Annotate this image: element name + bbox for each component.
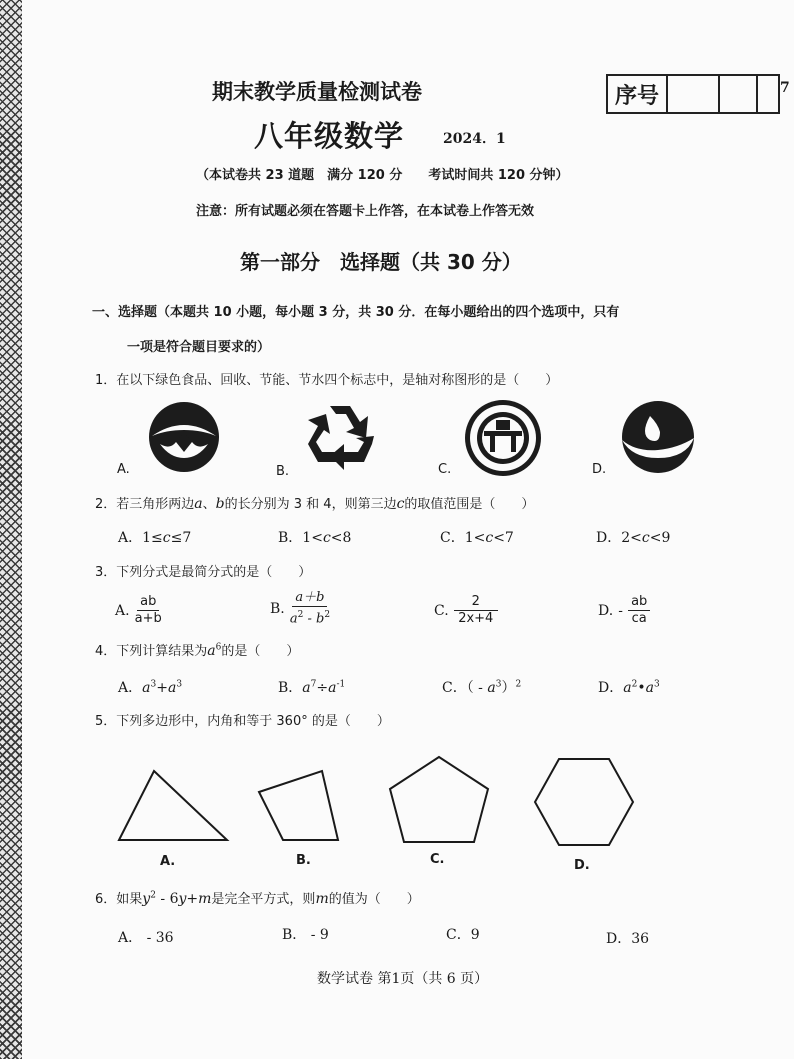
- q4-d-base1: a: [623, 680, 632, 696]
- q2-option-c-right: <7: [493, 530, 514, 546]
- q6-d-label: D．: [606, 931, 632, 947]
- q2-option-b-label: B．: [278, 530, 303, 546]
- sequence-cell-3: [756, 76, 778, 112]
- q2-stem-mid: 的长分别为 3 和 4，则第三边: [224, 497, 397, 512]
- q5-stem: 5．下列多边形中，内角和等于 360° 的是（ ）: [95, 714, 390, 729]
- q3-d-den: ca: [631, 611, 647, 626]
- q3-option-d: [598, 594, 650, 627]
- q1-label-b: B.: [276, 464, 290, 479]
- q2-option-b-left: 1<: [302, 530, 323, 546]
- q1-label-a: A.: [117, 462, 130, 477]
- q6-a-value: - 36: [142, 930, 174, 946]
- q3-b-den: [290, 607, 330, 627]
- quadrilateral-shape: [256, 768, 342, 844]
- q2-option-b: [278, 527, 351, 547]
- q4-a-base2: a: [167, 680, 177, 696]
- q3-b-num: a＋b: [292, 590, 327, 607]
- q1-stem: 1．在以下绿色食品、回收、节能、节水四个标志中，是轴对称图形的是（ ）: [95, 373, 559, 388]
- q2-option-c: [440, 527, 514, 547]
- q6-exp: 2: [150, 890, 156, 901]
- q4-c-pre: （ -: [466, 680, 488, 696]
- q4-b-op: ÷: [316, 680, 329, 696]
- q3-c-den: 2x+4: [458, 611, 494, 626]
- q2-option-c-left: 1<: [464, 530, 486, 546]
- q3-a-num: ab: [137, 594, 159, 611]
- q3-option-d-label: D.: [598, 603, 614, 619]
- q6-option-b: [282, 924, 329, 944]
- q4-b-base2: a: [328, 680, 337, 696]
- q4-option-b: [278, 677, 345, 697]
- q2-option-b-right: <8: [330, 530, 352, 546]
- q2-option-c-var: c: [485, 530, 494, 546]
- q6-option-a: [118, 927, 174, 947]
- q6-c-value: 9: [470, 927, 480, 943]
- subject-title: 八年级数学: [254, 119, 405, 153]
- sequence-number-box: [606, 74, 780, 114]
- q3-option-a: [115, 594, 162, 627]
- q6-a-label: A．: [118, 930, 143, 946]
- q6-plus: +: [186, 891, 199, 907]
- q4-c-label: C．: [442, 680, 467, 696]
- q2-option-b-var: c: [322, 530, 331, 546]
- q1-label-c: C.: [438, 462, 452, 477]
- q5-label-b: B.: [296, 853, 311, 868]
- q4-b-label: B．: [278, 680, 303, 696]
- q4-stem: [95, 640, 299, 659]
- q2-stem-post: 的取值范围是（ ）: [404, 497, 535, 512]
- q4-b-exp2: -1: [336, 679, 346, 690]
- exam-notice: 注意：所有试题必须在答题卡上作答，在本试卷上作答无效: [196, 204, 535, 219]
- q3-option-a-label: A.: [115, 603, 130, 619]
- q3-option-a-fraction: [135, 594, 162, 627]
- q6-option-c: [446, 924, 480, 944]
- page-footer: 数学试卷 第1页（共 6 页）: [317, 971, 489, 987]
- q3-a-den: a+b: [134, 611, 162, 626]
- q6-c-label: C．: [446, 927, 471, 943]
- q3-option-b-fraction: [290, 590, 330, 627]
- q4-option-c: [442, 677, 521, 697]
- q4-var-a: a: [207, 643, 216, 659]
- q4-option-a: [118, 677, 182, 697]
- q6-option-d: [606, 928, 649, 948]
- q4-d-label: D．: [598, 680, 624, 696]
- q5-label-a: A.: [160, 854, 176, 869]
- q4-a-base1: a: [142, 680, 151, 696]
- q3-option-d-fraction: [628, 594, 650, 627]
- q4-c-exp2: 2: [515, 679, 522, 690]
- q2-option-a-left: 1≤: [142, 530, 163, 546]
- q6-b-value: - 9: [306, 927, 329, 943]
- q2-option-d-var: c: [641, 530, 650, 546]
- q4-a-exp2: 3: [176, 679, 183, 690]
- q3-d-num: ab: [628, 594, 650, 611]
- q4-d-op: •: [637, 680, 646, 696]
- q2-option-a-var: c: [162, 530, 171, 546]
- q3-stem: 3．下列分式是最简分式的是（ ）: [95, 565, 312, 580]
- q4-stem-text: 4．下列计算结果为: [95, 644, 208, 659]
- q3-option-b-label: B.: [270, 601, 285, 618]
- q2-option-a: [118, 527, 191, 547]
- q4-d-base2: a: [645, 680, 654, 696]
- q3-c-num: 2: [454, 594, 498, 611]
- q6-var-m: m: [198, 891, 212, 907]
- sequence-cell-2: [718, 76, 756, 112]
- q6-stem-text: 6．如果: [95, 892, 143, 907]
- q2-stem-text: 2．若三角形两边: [95, 497, 195, 512]
- q4-b-base1: a: [302, 680, 311, 696]
- var-a: a: [194, 496, 203, 512]
- exam-date: 2024．1: [443, 131, 506, 147]
- q2-sep: 、: [202, 497, 216, 512]
- q3-option-b: [270, 590, 330, 627]
- q3-d-sign: -: [618, 604, 623, 619]
- q4-d-exp2: 3: [653, 679, 660, 690]
- q2-option-a-right: ≤7: [170, 530, 192, 546]
- q6-d-value: 36: [631, 931, 650, 947]
- q6-var-y: y: [142, 891, 151, 907]
- pentagon-shape: [386, 754, 492, 846]
- water-saving-logo-icon: [616, 400, 700, 474]
- q3-option-c: [434, 594, 498, 627]
- q6-var-m2: m: [315, 891, 329, 907]
- q3-b-den-a: a: [289, 611, 298, 627]
- sequence-label: 序号: [614, 83, 659, 109]
- q2-option-d-right: <9: [649, 530, 671, 546]
- q3-b-den-b: - b: [303, 611, 325, 627]
- q2-option-d: [596, 527, 670, 547]
- q2-option-d-left: 2<: [621, 530, 642, 546]
- q4-c-post: ）: [501, 680, 516, 696]
- q4-stem-post: 的是（ ）: [221, 644, 300, 659]
- q4-b-exp1: 7: [310, 679, 317, 690]
- q4-exp: 6: [215, 642, 222, 653]
- q6-b-label: B．: [282, 927, 307, 943]
- q3-b-den-exp1: 2: [297, 610, 304, 620]
- q5-label-c: C.: [430, 852, 445, 867]
- section-intro-line1: 一、选择题（本题共 10 小题，每小题 3 分，共 30 分．在每小题给出的四个选项中，只有: [92, 305, 620, 320]
- q6-stem-post: 的值为（ ）: [328, 892, 420, 907]
- sequence-cell-1: [666, 76, 718, 112]
- q3-option-c-fraction: [454, 594, 498, 627]
- q2-option-a-label: A．: [118, 530, 143, 546]
- var-c: c: [396, 496, 405, 512]
- green-food-logo-icon: [142, 400, 226, 474]
- q4-a-op: +: [156, 680, 168, 696]
- scanned-border-pattern: [0, 0, 22, 1059]
- hexagon-shape: [532, 756, 636, 848]
- q4-c-exp1: 3: [495, 679, 502, 690]
- energy-saving-logo-icon: [460, 398, 546, 478]
- q6-mid1: - 6: [155, 891, 179, 907]
- q4-c-base: a: [487, 680, 496, 696]
- q2-stem: [95, 493, 534, 512]
- q2-option-d-label: D．: [596, 530, 622, 546]
- q4-a-exp1: 3: [150, 679, 157, 690]
- q1-label-d: D.: [592, 462, 607, 477]
- q3-option-c-label: C.: [434, 603, 449, 619]
- exam-info: （本试卷共 23 道题 满分 120 分 考试时间共 120 分钟）: [196, 168, 569, 183]
- recycle-logo-icon: [300, 400, 380, 472]
- edge-mark: 7: [780, 80, 790, 96]
- q6-mid2: 是完全平方式，则: [211, 892, 316, 907]
- q5-label-d: D.: [574, 858, 590, 873]
- q6-stem: [95, 888, 420, 907]
- q2-option-c-label: C．: [440, 530, 465, 546]
- part-title: 第一部分 选择题（共 30 分）: [240, 250, 522, 274]
- var-b: b: [215, 496, 225, 512]
- q4-option-d: [598, 677, 660, 697]
- exam-title: 期末教学质量检测试卷: [212, 80, 422, 104]
- q3-b-den-exp2: 2: [324, 610, 331, 620]
- q6-var-y2: y: [178, 891, 187, 907]
- q4-d-exp1: 2: [631, 679, 638, 690]
- q4-a-label: A．: [118, 680, 143, 696]
- section-intro-line2: 一项是符合题目要求的）: [127, 340, 271, 355]
- triangle-shape: [116, 768, 232, 844]
